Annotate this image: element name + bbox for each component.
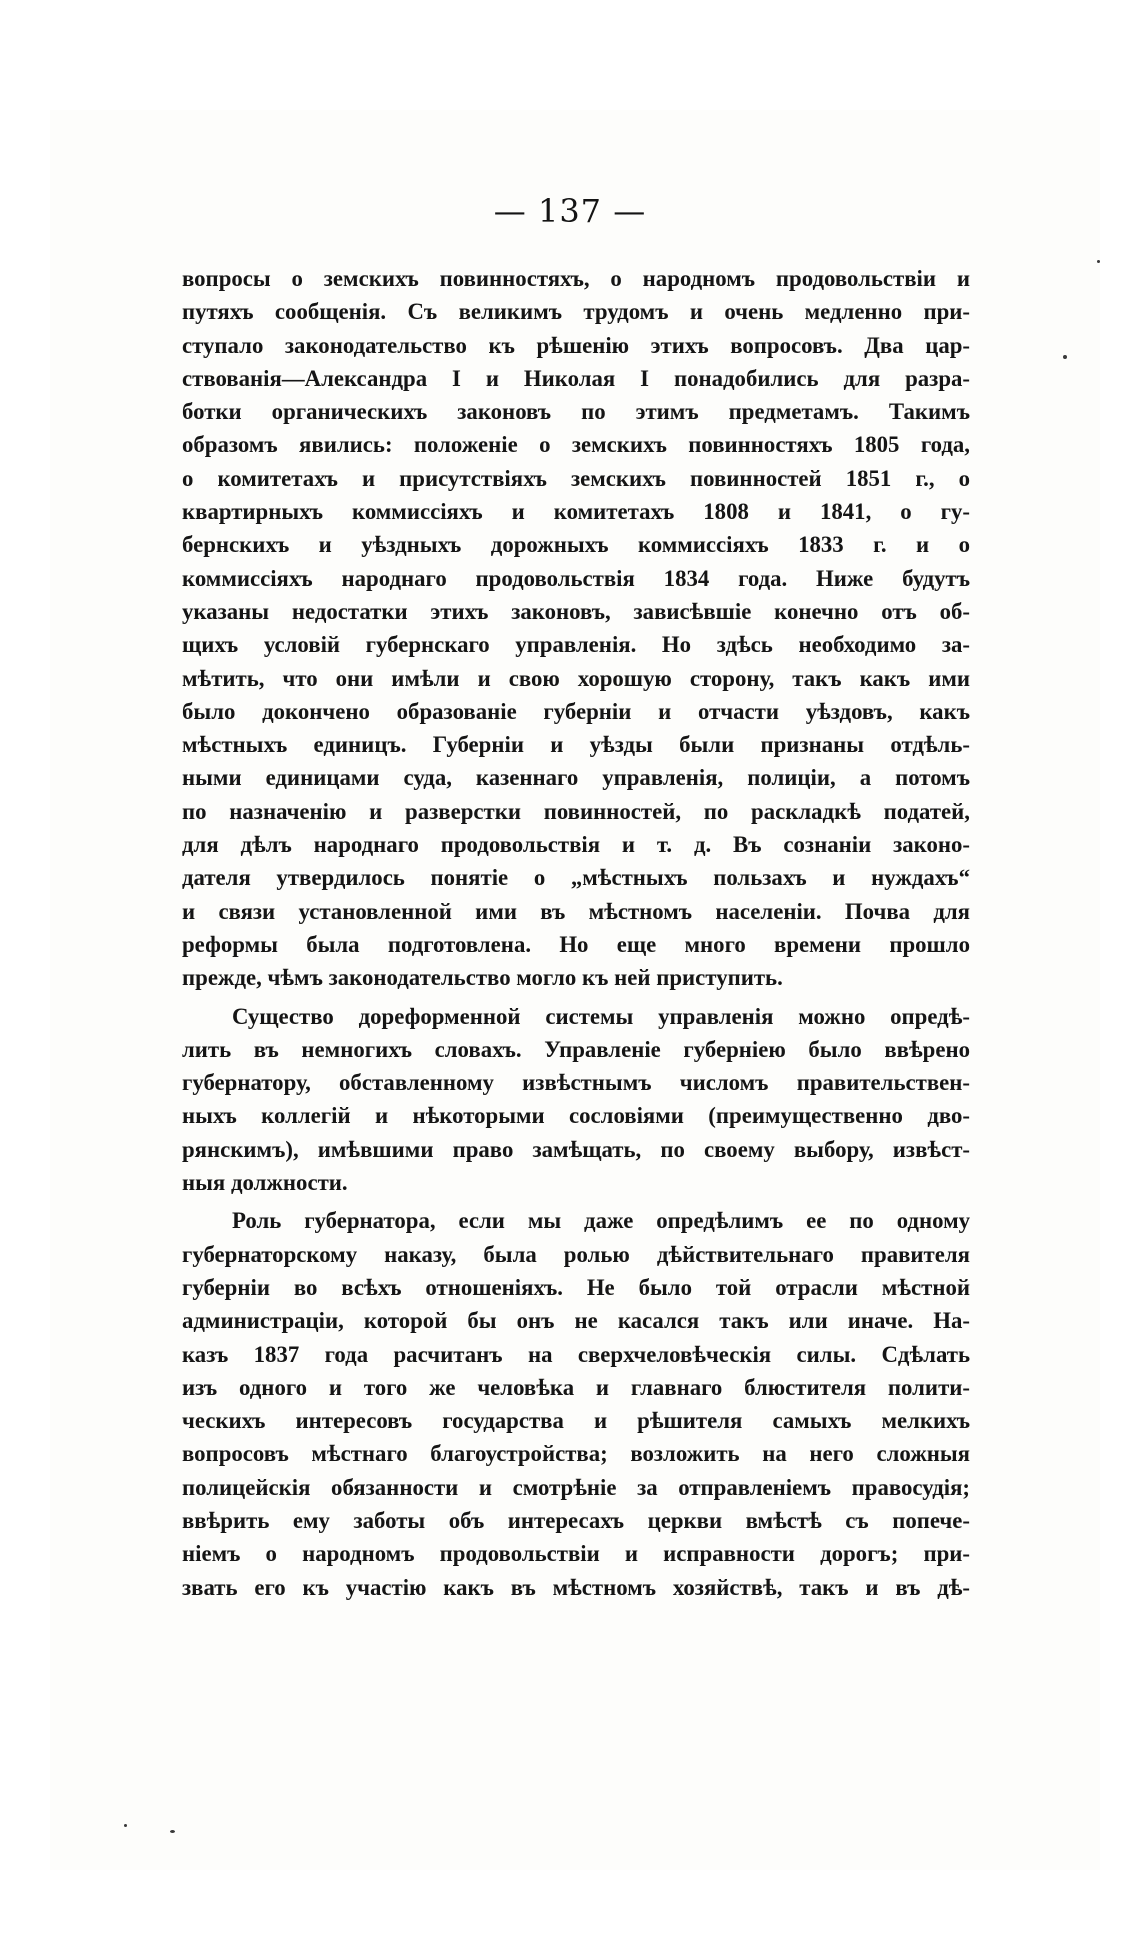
text-line: рянскимъ), имѣвшими право замѣщать, по своему выбору, извѣст- <box>182 1136 970 1162</box>
text-line: по назначенію и разверстки повинностей, по раскладкѣ податей, <box>182 798 970 824</box>
text-line: указаны недостатки этихъ законовъ, зависѣвшіе конечно отъ об- <box>182 598 970 624</box>
text-line: ввѣрить ему заботы объ интересахъ церкви вмѣстѣ съ попече- <box>182 1507 970 1533</box>
scan-speck <box>1097 260 1100 263</box>
text-line: ныхъ коллегій и нѣкоторыми сословіями (преимущественно дво- <box>182 1103 970 1129</box>
text-line: ческихъ интересовъ государства и рѣшителя самыхъ мелкихъ <box>182 1408 970 1434</box>
text-line: губернатору, обставленному извѣстнымъ числомъ правительствен- <box>182 1070 970 1096</box>
text-line: ступало законодательство къ рѣшенію этихъ вопросовъ. Два цар- <box>182 332 970 358</box>
scan-speck <box>170 1830 175 1833</box>
text-line: ніемъ о народномъ продовольствіи и исправности дорогъ; при- <box>182 1541 970 1567</box>
text-line: ными единицами суда, казеннаго управленія, полиціи, а потомъ <box>182 765 970 791</box>
text-line: звать его къ участію какъ въ мѣстномъ хозяйствѣ, такъ и въ дѣ- <box>182 1574 970 1600</box>
text-line: Роль губернатора, если мы даже опредѣлимъ ее по одному <box>232 1208 970 1234</box>
text-line: квартирныхъ коммиссіяхъ и комитетахъ 1808 и 1841, о гу- <box>182 499 970 525</box>
text-line: для дѣлъ народнаго продовольствія и т. д. Въ сознаніи законо- <box>182 832 970 858</box>
text-line: щихъ условій губернскаго управленія. Но здѣсь необходимо за- <box>182 632 970 658</box>
text-line: мѣтить, что они имѣли и свою хорошую сторону, такъ какъ ими <box>182 665 970 691</box>
text-line: ныя должности. <box>182 1170 348 1196</box>
text-line: мѣстныхъ единицъ. Губерніи и уѣзды были признаны отдѣль- <box>182 732 970 758</box>
paragraph-1 <box>182 262 970 995</box>
text-line: бернскихъ и уѣздныхъ дорожныхъ коммиссіяхъ 1833 г. и о <box>182 532 970 558</box>
text-line: губернаторскому наказу, была ролью дѣйствительнаго правителя <box>182 1241 970 1267</box>
text-line: казъ 1837 года расчитанъ на сверхчеловѣческія силы. Сдѣлать <box>182 1341 970 1367</box>
scan-speck <box>1063 355 1067 359</box>
text-line: реформы была подготовлена. Но еще много времени прошло <box>182 931 970 957</box>
text-body <box>182 262 970 1604</box>
text-line: Существо дореформенной системы управленія можно опредѣ- <box>232 1003 970 1029</box>
text-line: вопросы о земскихъ повинностяхъ, о народномъ продовольствіи и <box>182 266 970 291</box>
text-line: дателя утвердилось понятіе о „мѣстныхъ пользахъ и нуждахъ“ <box>182 865 970 891</box>
text-line: прежде, чѣмъ законодательство могло къ ней приступить. <box>182 965 783 991</box>
text-line: образомъ явились: положеніе о земскихъ повинностяхъ 1805 года, <box>182 432 970 458</box>
text-line: ствованія—Александра I и Николая I понадобились для разра- <box>182 365 970 391</box>
text-line: и связи установленной ими въ мѣстномъ населеніи. Почва для <box>182 898 970 924</box>
text-line: изъ одного и того же человѣка и главнаго блюстителя полити- <box>182 1374 970 1400</box>
text-line: было докончено образованіе губерніи и отчасти уѣздовъ, какъ <box>182 698 970 724</box>
text-line: вопросовъ мѣстнаго благоустройства; возложить на него сложныя <box>182 1441 970 1467</box>
paragraph-2 <box>182 1000 970 1200</box>
text-line: коммиссіяхъ народнаго продовольствія 1834 года. Ниже будутъ <box>182 565 970 591</box>
text-line: о комитетахъ и присутствіяхъ земскихъ повинностей 1851 г., о <box>182 465 970 491</box>
text-line: лить въ немногихъ словахъ. Управленіе губерніею было ввѣрено <box>182 1036 970 1062</box>
text-line: губерніи во всѣхъ отношеніяхъ. Не было той отрасли мѣстной <box>182 1274 970 1300</box>
paragraph-3 <box>182 1204 970 1604</box>
text-line: полицейскія обязанности и смотрѣніе за отправленіемъ правосудія; <box>182 1474 970 1500</box>
text-line: путяхъ сообщенія. Съ великимъ трудомъ и очень медленно при- <box>182 299 970 325</box>
text-line: администраціи, которой бы онъ не касался такъ или иначе. На- <box>182 1308 970 1334</box>
text-line: ботки органическихъ законовъ по этимъ предметамъ. Такимъ <box>182 399 970 425</box>
scan-speck <box>124 1824 127 1827</box>
page-number: — 137 — <box>493 192 647 230</box>
